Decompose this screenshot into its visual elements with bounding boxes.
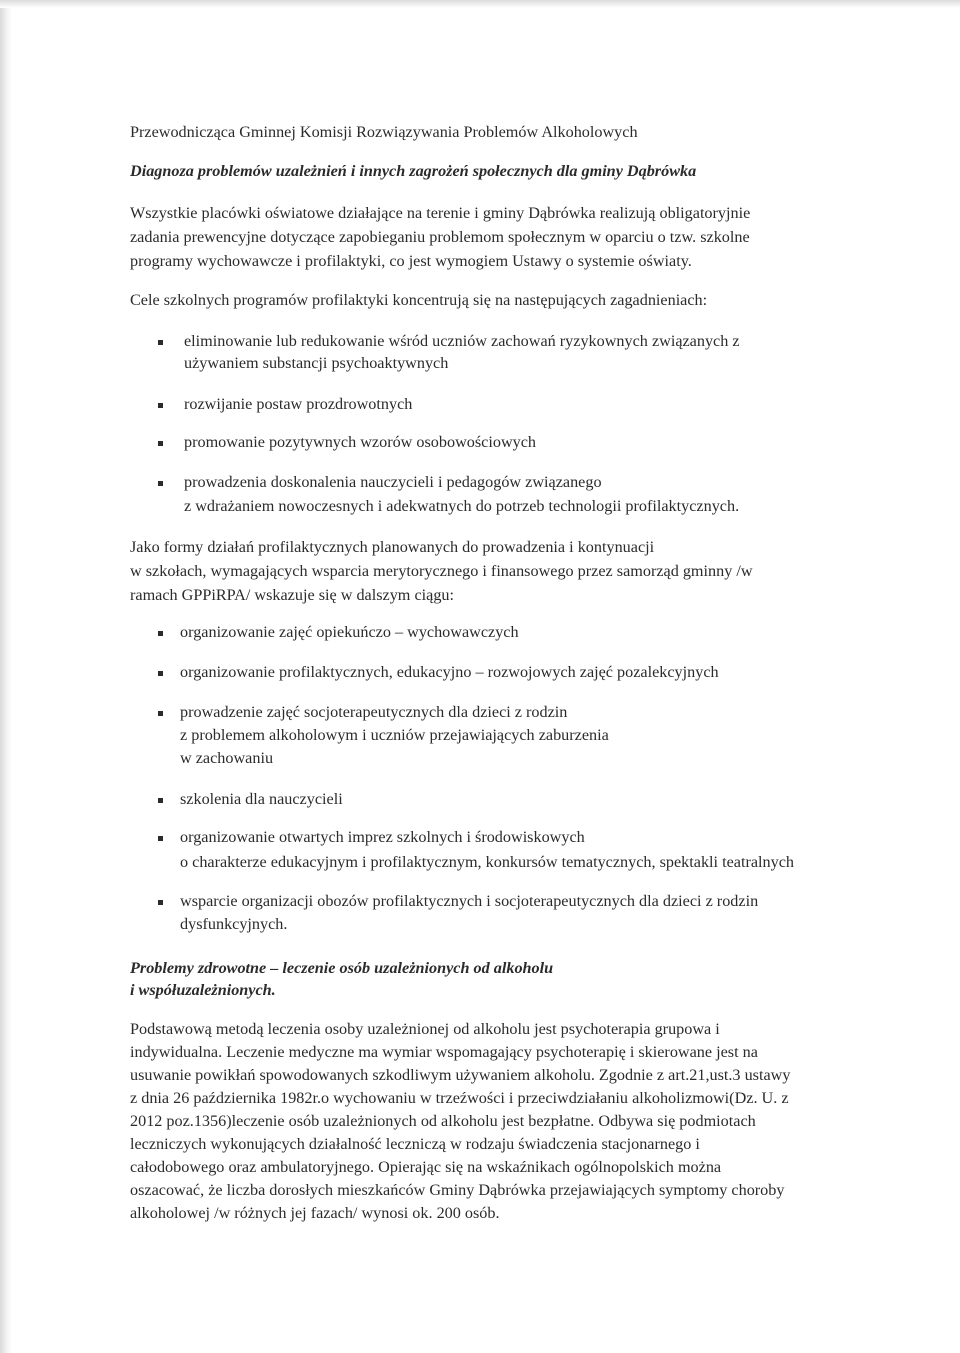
body-line: oszacować, że liczba dorosłych mieszkańców Gminy Dąbrówka przejawiających symptomy choroby <box>130 1181 785 1199</box>
form-item-line: o charakterze edukacyjnym i profilaktycznym, konkursów tematycznych, spektakli teatralnych <box>180 853 794 871</box>
body-line: leczniczych wykonujących działalność leczniczą w rodzaju świadczenia stacjonarnego i <box>130 1135 700 1153</box>
committee-line: Przewodnicząca Gminnej Komisji Rozwiązywania Problemów Alkoholowych <box>130 123 638 141</box>
bullet-marker <box>158 671 163 676</box>
bullet-marker <box>158 711 163 716</box>
goal-item-line: używaniem substancji psychoaktywnych <box>184 354 449 372</box>
body-line: Podstawową metodą leczenia osoby uzależnionej od alkoholu jest psychoterapia grupowa i <box>130 1020 720 1038</box>
form-item-line: w zachowaniu <box>180 749 274 767</box>
body-line: alkoholowej /w różnych jej fazach/ wynosi ok. 200 osób. <box>130 1204 500 1222</box>
form-item-line: organizowanie profilaktycznych, edukacyjno – rozwojowych zajęć pozalekcyjnych <box>180 663 719 681</box>
form-item-line: prowadzenie zajęć socjoterapeutycznych dla dzieci z rodzin <box>180 703 568 721</box>
goal-item-line: prowadzenia doskonalenia nauczycieli i pedagogów związanego <box>184 473 602 491</box>
intro-line: zadania prewencyjne dotyczące zapobieganiu problemom społecznym w oparciu o tzw. szkolne <box>130 228 750 246</box>
body-line: całodobowego oraz ambulatoryjnego. Opierając się na wskaźnikach ogólnopolskich można <box>130 1158 722 1176</box>
goal-item-line: z wdrażaniem nowoczesnych i adekwatnych do potrzeb technologii profilaktycznych. <box>184 497 740 515</box>
scan-left-edge <box>0 0 12 1353</box>
bullet-marker <box>158 798 163 803</box>
intro-line: programy wychowawcze i profilaktyki, co jest wymogiem Ustawy o systemie oświaty. <box>130 252 692 270</box>
bullet-marker <box>158 631 163 636</box>
form-item-line: wsparcie organizacji obozów profilaktycznych i socjoterapeutycznych dla dzieci z rodzin <box>180 892 759 910</box>
goals-intro: Cele szkolnych programów profilaktyki koncentrują się na następujących zagadnieniach: <box>130 291 708 309</box>
document-title: Diagnoza problemów uzależnień i innych zagrożeń społecznych dla gminy Dąbrówka <box>130 162 697 180</box>
section-heading: i współuzależnionych. <box>130 981 276 999</box>
section-heading: Problemy zdrowotne – leczenie osób uzależnionych od alkoholu <box>130 959 554 977</box>
goal-item-line: promowanie pozytywnych wzorów osobowościowych <box>184 433 537 451</box>
form-item-line: szkolenia dla nauczycieli <box>180 790 343 808</box>
body-line: z dnia 26 października 1982r.o wychowaniu w trzeźwości i przeciwdziałaniu alkoholizmowi(Dz. U. z <box>130 1089 789 1107</box>
body-line: indywidualna. Leczenie medyczne ma wymiar wspomagający psychoterapię i skierowane jest na <box>130 1043 758 1061</box>
bullet-marker <box>158 836 163 841</box>
goal-item-line: eliminowanie lub redukowanie wśród uczniów zachowań ryzykownych związanych z <box>184 332 740 350</box>
bullet-marker <box>158 441 163 446</box>
intro-line: Wszystkie placówki oświatowe działające na terenie i gminy Dąbrówka realizują obligatoryjnie <box>130 204 751 222</box>
forms-intro-line: ramach GPPiRPA/ wskazuje się w dalszym ciągu: <box>130 586 455 604</box>
body-line: usuwanie powikłań spowodowanych szkodliwym używaniem alkoholu. Zgodnie z art.21,ust.3 ustawy <box>130 1066 791 1084</box>
form-item-line: organizowanie otwartych imprez szkolnych i środowiskowych <box>180 828 585 846</box>
form-item-line: organizowanie zajęć opiekuńczo – wychowawczych <box>180 623 519 641</box>
body-line: 2012 poz.1356)leczenie osób uzależnionych od alkoholu jest bezpłatne. Odbywa się podmiotach <box>130 1112 756 1130</box>
bullet-marker <box>158 340 163 345</box>
bullet-marker <box>158 900 163 905</box>
form-item-line: z problemem alkoholowym i uczniów przejawiających zaburzenia <box>180 726 609 744</box>
bullet-marker <box>158 481 163 486</box>
scan-top-edge <box>0 0 960 8</box>
bullet-marker <box>158 403 163 408</box>
goal-item-line: rozwijanie postaw prozdrowotnych <box>184 395 413 413</box>
form-item-line: dysfunkcyjnych. <box>180 915 288 933</box>
forms-intro-line: w szkołach, wymagających wsparcia merytorycznego i finansowego przez samorząd gminny /w <box>130 562 753 580</box>
forms-intro-line: Jako formy działań profilaktycznych planowanych do prowadzenia i kontynuacji <box>130 538 655 556</box>
